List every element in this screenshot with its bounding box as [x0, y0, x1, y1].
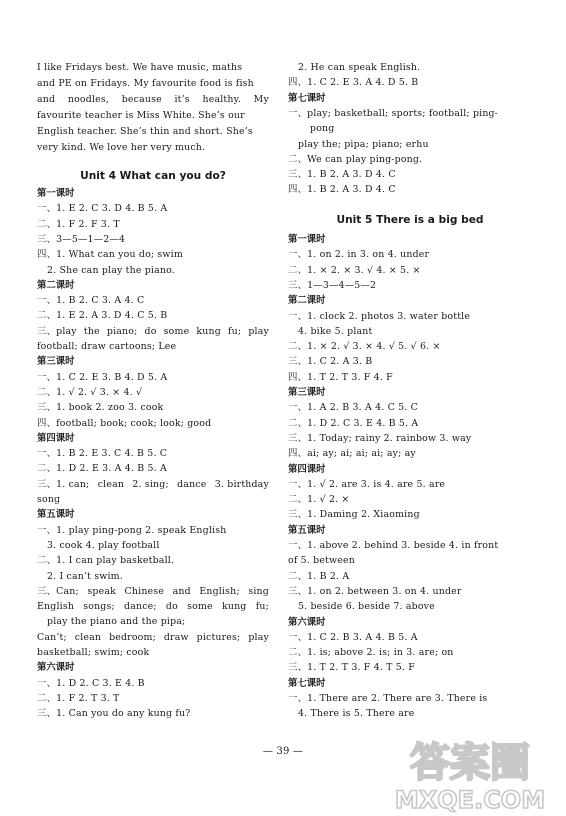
- answer-line: 二、1. D 2. C 3. E 4. B 5. A: [288, 417, 419, 429]
- word: Can’t;: [37, 631, 67, 643]
- word: the: [83, 325, 100, 337]
- word: My: [253, 94, 269, 105]
- answer-line: 三、1—3—4—5—2: [288, 279, 377, 291]
- word: 三、Can;: [37, 585, 79, 597]
- word: healthy.: [202, 94, 241, 105]
- word: 3. birthday: [214, 478, 269, 490]
- word: English: [37, 601, 75, 613]
- answer-line: 一、1. above 2. behind 3. beside 4. in front: [288, 540, 499, 551]
- answer-line: 一、1. D 2. C 3. E 4. B: [37, 677, 145, 689]
- lesson-heading: 第一课时: [37, 188, 75, 199]
- answer-line: very kind. We love her very much.: [37, 142, 206, 153]
- word: draw: [163, 631, 189, 643]
- answer-line: 三、1. on 2. between 3. on 4. under: [288, 585, 462, 597]
- word: kung: [221, 601, 247, 613]
- word: and: [172, 585, 191, 597]
- word: piano;: [106, 325, 138, 337]
- lesson-heading: 第六课时: [288, 616, 326, 628]
- answer-line: [37, 600, 269, 613]
- answer-line: 二、1. √ 2. ×: [288, 494, 350, 506]
- word: fu;: [228, 325, 242, 337]
- lesson-heading: 第一课时: [288, 234, 326, 245]
- word: dance;: [124, 601, 157, 613]
- answer-line: 二、1. × 2. √ 3. × 4. √ 5. √ 6. ×: [288, 341, 441, 353]
- lesson-heading: 第七课时: [288, 92, 326, 104]
- lesson-heading: 第七课时: [288, 677, 326, 689]
- word: play: [248, 631, 269, 643]
- word: do: [165, 601, 178, 613]
- word: English;: [199, 585, 240, 597]
- answer-line: 三、1. Today; rainy 2. rainbow 3. way: [288, 432, 472, 444]
- answer-line: [37, 585, 269, 598]
- unit-title: Unit 5 There is a big bed: [336, 214, 484, 226]
- answer-line: 四、1. T 2. T 3. F 4. F: [288, 371, 393, 383]
- word: it’s: [174, 94, 190, 105]
- word: pictures;: [196, 631, 241, 643]
- answer-line: favourite teacher is Miss White. She’s our: [37, 110, 245, 121]
- answer-line: play the piano and the pipa;: [47, 616, 186, 628]
- answer-line: 四、ai; ay; ai; ai; ai; ay; ay: [288, 448, 416, 460]
- answer-line: [37, 93, 269, 106]
- answer-line: 2. She can play the piano.: [47, 264, 175, 276]
- answer-line: of 5. between: [288, 555, 355, 567]
- lesson-heading: 第五课时: [37, 509, 75, 521]
- answer-line: 二、We can play ping-pong.: [288, 153, 423, 165]
- answer-line: 三、1. book 2. zoo 3. cook: [37, 402, 164, 414]
- answer-line: 一、1. E 2. C 3. D 4. B 5. A: [37, 203, 168, 215]
- word: Chinese: [124, 585, 165, 597]
- lesson-heading: 第三课时: [37, 356, 75, 368]
- word: sing: [248, 585, 269, 597]
- answer-line: 三、1. B 2. A 3. D 4. C: [288, 169, 396, 181]
- answer-line: 一、1. B 2. C 3. A 4. C: [37, 295, 145, 307]
- word: clean: [97, 478, 125, 490]
- answer-line: 一、1. There are 2. There are 3. There is: [288, 693, 488, 704]
- answer-line: 二、1. F 2. T 3. T: [37, 692, 120, 704]
- answer-line: 2. I can’t swim.: [47, 570, 123, 582]
- word: songs;: [83, 601, 115, 613]
- answer-line: 4. bike 5. plant: [298, 325, 373, 337]
- lesson-heading: 第二课时: [288, 295, 326, 307]
- answer-line: 二、1. D 2. E 3. A 4. B 5. A: [37, 463, 167, 475]
- answer-line: 3. cook 4. play football: [47, 539, 160, 551]
- page-number: — 39 —: [262, 746, 304, 757]
- answer-line: 一、1. play ping-pong 2. speak English: [37, 524, 227, 536]
- answer-line: 一、1. clock 2. photos 3. water bottle: [288, 310, 471, 322]
- answer-line: 2. He can speak English.: [298, 62, 421, 73]
- answer-line: 一、1. C 2. B 3. A 4. B 5. A: [288, 631, 418, 643]
- answer-line: 5. beside 6. beside 7. above: [298, 601, 435, 613]
- answer-line: English teacher. She’s thin and short. She’s: [37, 126, 253, 137]
- answer-line: 二、1. is; above 2. is; in 3. are; on: [288, 647, 454, 659]
- answer-line: pong: [310, 123, 335, 135]
- word: clean: [74, 631, 102, 643]
- answer-line: 三、1. Can you do any kung fu?: [37, 708, 191, 720]
- lesson-heading: 第五课时: [288, 524, 326, 536]
- answer-line: 一、1. √ 2. are 3. is 4. are 5. are: [288, 478, 446, 490]
- answer-line: 二、1. × 2. × 3. √ 4. × 5. ×: [288, 264, 421, 276]
- word: some: [187, 601, 213, 613]
- word: dance: [177, 478, 207, 490]
- answer-line: 二、1. F 2. F 3. T: [37, 218, 120, 230]
- answer-line: 二、1. B 2. A: [288, 570, 350, 582]
- lesson-heading: 第二课时: [37, 279, 75, 291]
- answer-line: [37, 325, 269, 338]
- answer-line: 一、1. A 2. B 3. A 4. C 5. C: [288, 402, 418, 414]
- answer-line: 一、1. C 2. E 3. B 4. D 5. A: [37, 371, 168, 383]
- answer-line: and PE on Fridays. My favourite food is fish: [37, 78, 254, 89]
- answer-line: 三、1. C 2. A 3. B: [288, 356, 373, 368]
- lesson-heading: 第三课时: [288, 387, 326, 398]
- answer-line: 一、play; basketball; sports; football; ping-: [288, 107, 499, 119]
- answer-line: 四、1. B 2. A 3. D 4. C: [288, 184, 396, 196]
- watermark-text: 答案圈: [410, 740, 530, 786]
- answer-line: I like Fridays best. We have music, maths: [37, 62, 243, 73]
- lesson-heading: 第六课时: [37, 662, 75, 674]
- unit-title: Unit 4 What can you do?: [80, 170, 226, 182]
- word: bedroom;: [109, 631, 156, 643]
- answer-line: football; draw cartoons; Lee: [37, 341, 177, 352]
- word: play: [248, 325, 269, 337]
- word: some: [163, 325, 190, 337]
- answer-line: 二、1. I can play basketball.: [37, 555, 175, 567]
- answer-line: 三、3—5—1—2—4: [37, 233, 126, 245]
- answer-line: play the; pipa; piano; erhu: [298, 138, 429, 150]
- word: and: [37, 94, 56, 105]
- word: because: [121, 94, 162, 105]
- watermark-logo: [380, 728, 560, 813]
- lesson-heading: 第四课时: [288, 463, 326, 475]
- word: 2. sing;: [132, 478, 169, 490]
- answer-line: [37, 478, 269, 491]
- word: 三、play: [37, 325, 77, 337]
- answer-line: 三、1. T 2. T 3. F 4. T 5. F: [288, 662, 415, 674]
- lesson-heading: 第四课时: [37, 432, 75, 444]
- answer-line: 二、1. √ 2. √ 3. × 4. √: [37, 386, 143, 398]
- watermark-url: MXQE.COM: [394, 786, 546, 813]
- word: 三、1. can;: [37, 478, 90, 490]
- word: speak: [87, 585, 116, 597]
- answer-line: 四、1. What can you do; swim: [37, 249, 183, 261]
- answer-line: [37, 631, 269, 644]
- word: fu;: [255, 601, 269, 613]
- answer-line: basketball; swim; cook: [37, 647, 150, 658]
- answer-line: 4. There is 5. There are: [298, 708, 415, 720]
- answer-line: 一、1. on 2. in 3. on 4. under: [288, 249, 430, 261]
- answer-line: 一、1. B 2. E 3. C 4. B 5. C: [37, 448, 168, 460]
- word: do: [144, 325, 157, 337]
- answer-line: 二、1. E 2. A 3. D 4. C 5. B: [37, 310, 168, 322]
- answer-line: song: [37, 494, 61, 505]
- word: noodles,: [67, 94, 110, 105]
- answer-line: 四、football; book; cook; look; good: [37, 417, 212, 429]
- word: kung: [196, 325, 221, 337]
- answer-line: 三、1. Daming 2. Xiaoming: [288, 509, 420, 521]
- answer-line: 四、1. C 2. E 3. A 4. D 5. B: [288, 77, 419, 89]
